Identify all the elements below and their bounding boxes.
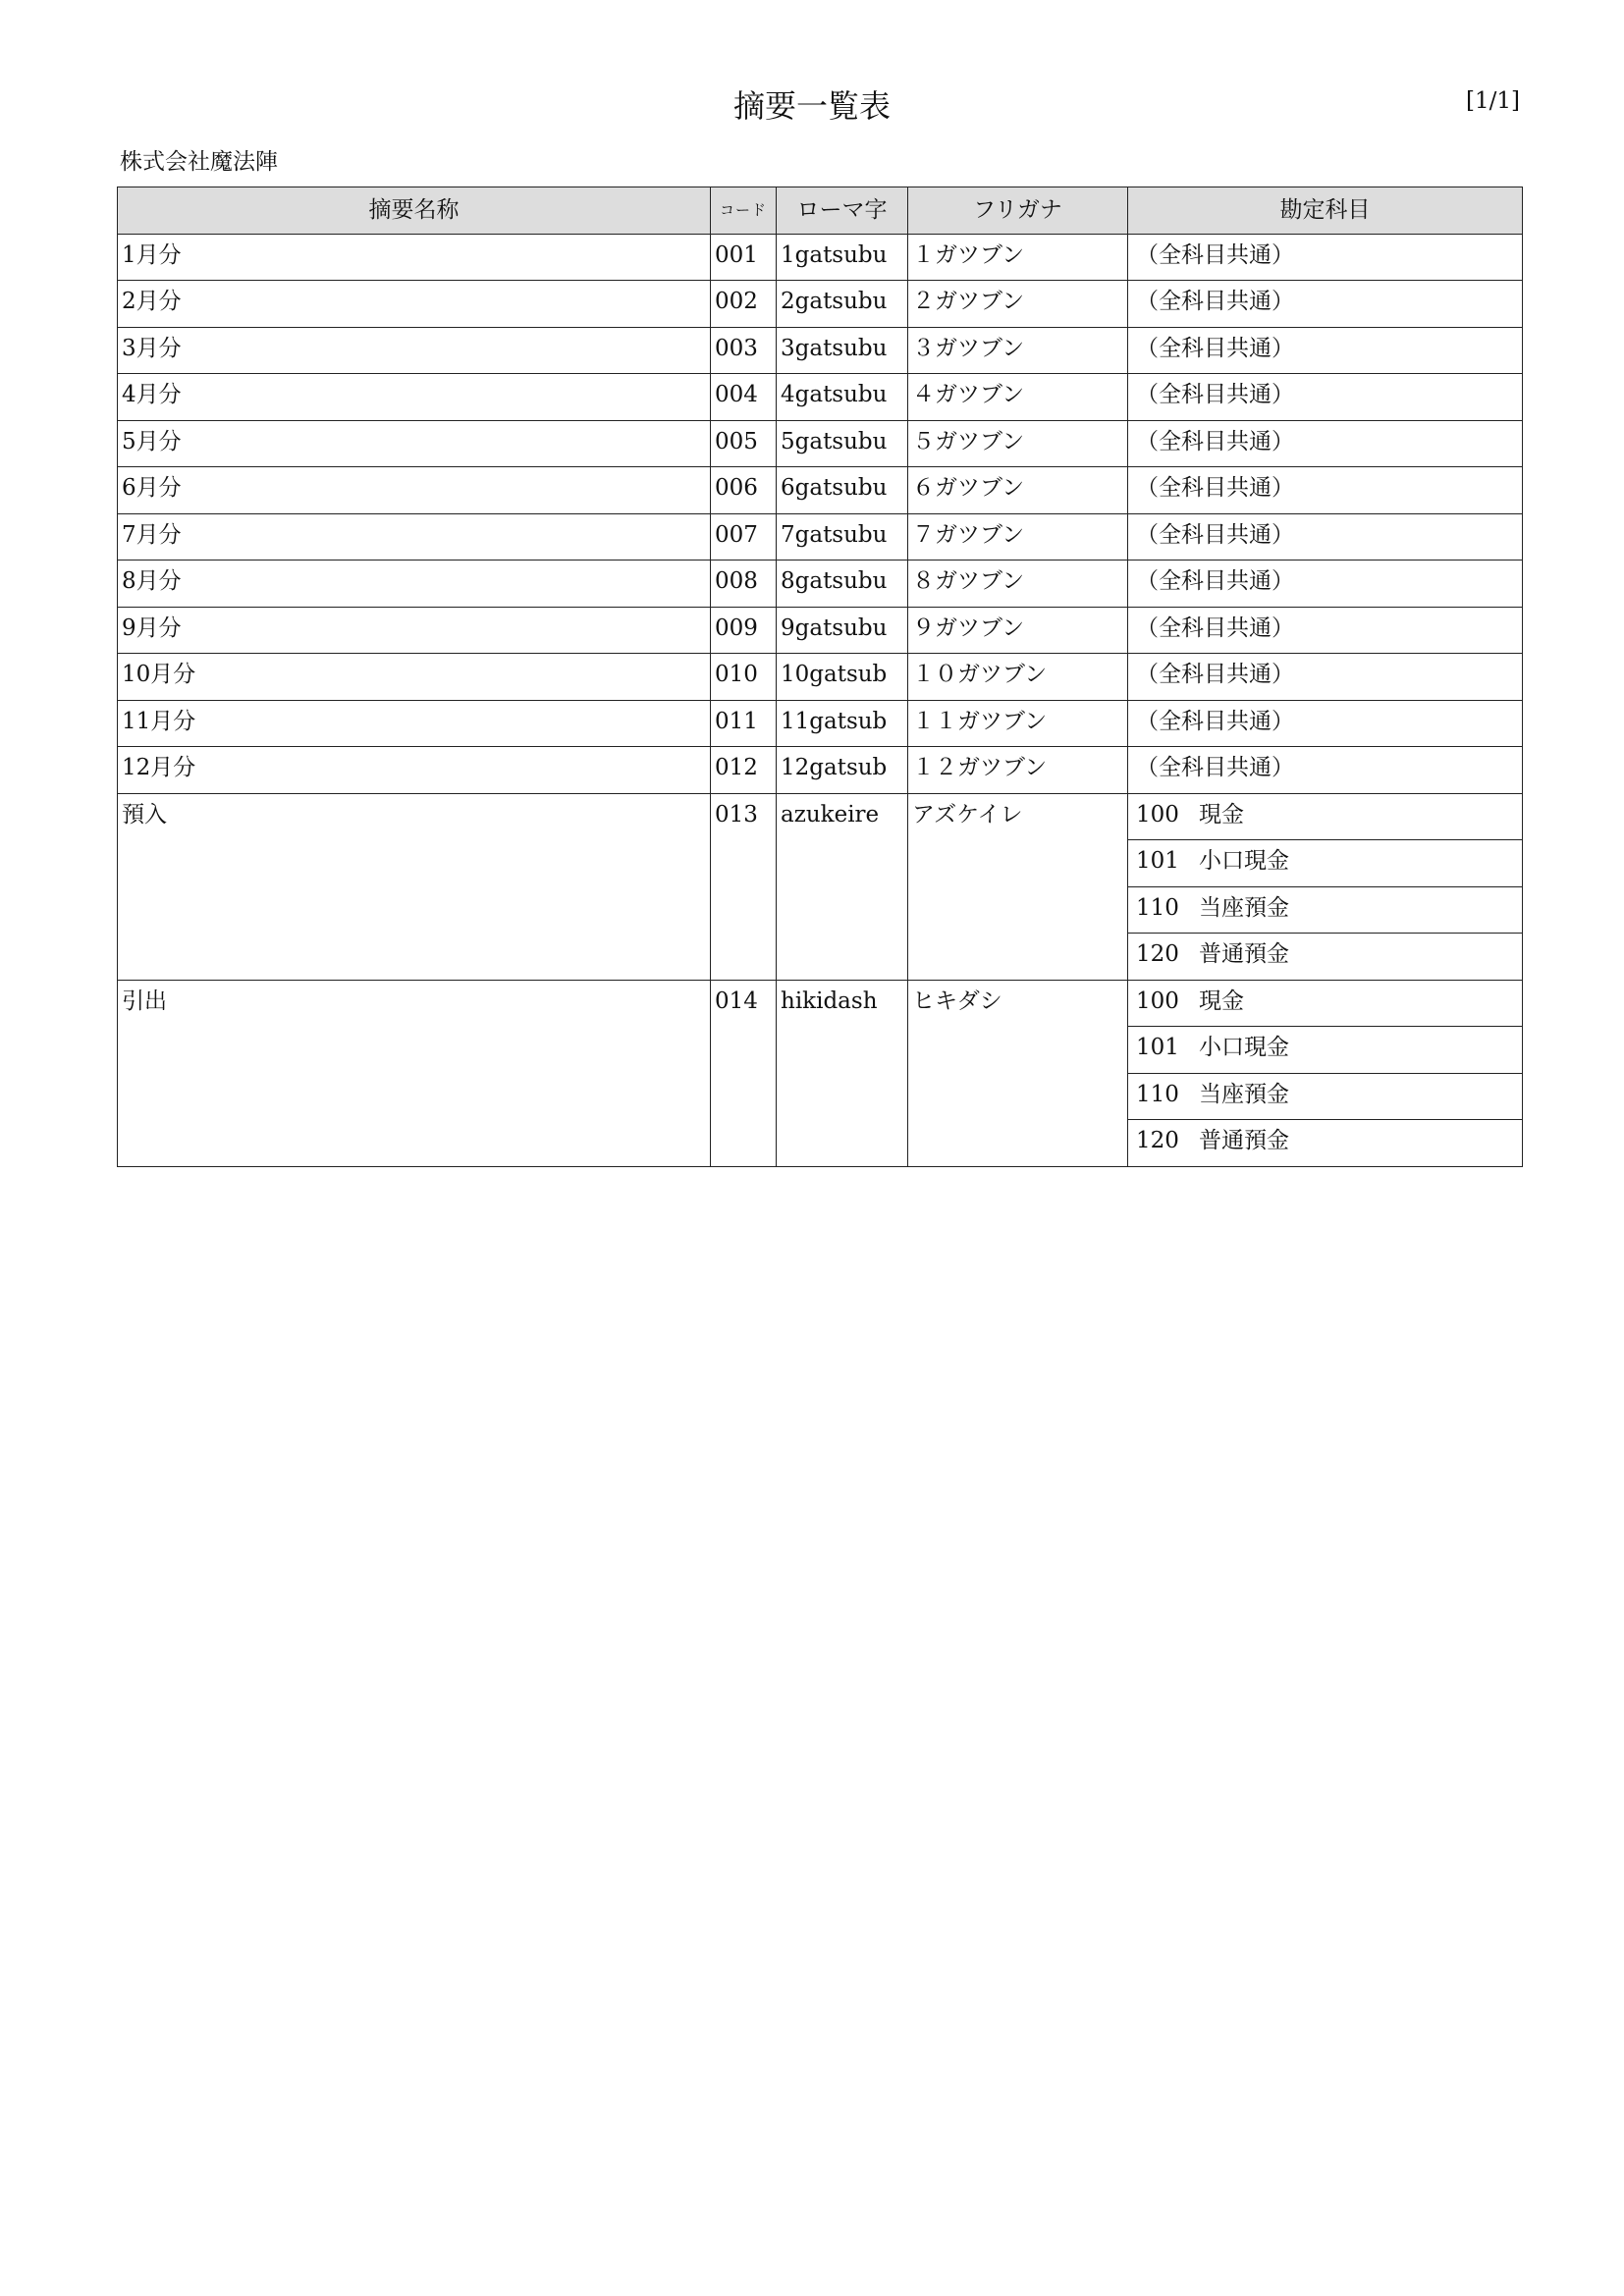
account-cell (1128, 1027, 1523, 1074)
summary-code-cell: 006 (711, 467, 777, 514)
summary-name-cell: 2月分 (118, 281, 711, 328)
account-label: （全科目共通） (1136, 475, 1294, 501)
summary-name-cell: 5月分 (118, 420, 711, 467)
col-header-name: 摘要名称 (118, 187, 711, 235)
account-code: 101 (1136, 1035, 1179, 1060)
account-cell (1128, 886, 1523, 934)
summary-romaji-cell: 6gatsubu (777, 467, 908, 514)
summary-name-cell: 11月分 (118, 700, 711, 747)
summary-name-cell: 10月分 (118, 654, 711, 701)
summary-name-cell: 6月分 (118, 467, 711, 514)
summary-name-cell: 引出 (118, 980, 711, 1166)
account-label: 普通預金 (1199, 941, 1289, 967)
col-header-code: コード (711, 187, 777, 235)
account-label: 当座預金 (1199, 1081, 1289, 1107)
document-title: 摘要一覧表 (732, 87, 891, 125)
account-cell (1128, 1073, 1523, 1120)
account-code: 110 (1136, 894, 1179, 921)
account-cell (1128, 420, 1523, 467)
account-label: （全科目共通） (1136, 662, 1294, 687)
account-cell (1128, 1120, 1523, 1167)
summary-furigana-cell: ８ガツブン (908, 561, 1128, 608)
table-row (118, 747, 1523, 794)
summary-romaji-cell: azukeire (777, 793, 908, 980)
summary-code-cell: 012 (711, 747, 777, 794)
summary-code-cell: 010 (711, 654, 777, 701)
summary-furigana-cell: ２ガツブン (908, 281, 1128, 328)
summary-name-cell: 4月分 (118, 374, 711, 421)
account-code: 101 (1136, 848, 1179, 874)
summary-code-cell: 003 (711, 327, 777, 374)
summary-furigana-cell: ９ガツブン (908, 607, 1128, 654)
summary-romaji-cell: 11gatsub (777, 700, 908, 747)
account-label: （全科目共通） (1136, 289, 1294, 314)
summary-name-cell: 1月分 (118, 234, 711, 281)
summary-name-cell: 3月分 (118, 327, 711, 374)
account-label: （全科目共通） (1136, 568, 1294, 594)
summary-name-cell: 7月分 (118, 513, 711, 561)
table-row (118, 513, 1523, 561)
summary-romaji-cell: 8gatsubu (777, 561, 908, 608)
summary-romaji-cell: 3gatsubu (777, 327, 908, 374)
summary-code-cell: 002 (711, 281, 777, 328)
col-header-romaji: ローマ字 (777, 187, 908, 235)
summary-romaji-cell: 1gatsubu (777, 234, 908, 281)
summary-furigana-cell: ７ガツブン (908, 513, 1128, 561)
account-label: （全科目共通） (1136, 335, 1294, 361)
account-cell (1128, 747, 1523, 794)
summary-code-cell: 011 (711, 700, 777, 747)
summary-code-cell: 008 (711, 561, 777, 608)
col-header-account: 勘定科目 (1128, 187, 1523, 235)
summary-romaji-cell: 4gatsubu (777, 374, 908, 421)
summary-name-cell: 9月分 (118, 607, 711, 654)
table-row (118, 281, 1523, 328)
summary-furigana-cell: １ガツブン (908, 234, 1128, 281)
summary-code-cell: 009 (711, 607, 777, 654)
table-row (118, 561, 1523, 608)
account-label: 現金 (1199, 801, 1244, 828)
summary-romaji-cell: 12gatsub (777, 747, 908, 794)
account-code: 100 (1136, 801, 1179, 828)
table-row (118, 654, 1523, 701)
table-row (118, 793, 1523, 840)
summary-furigana-cell: ６ガツブン (908, 467, 1128, 514)
account-code: 120 (1136, 1128, 1179, 1153)
summary-furigana-cell: ３ガツブン (908, 327, 1128, 374)
account-cell (1128, 281, 1523, 328)
account-cell (1128, 234, 1523, 281)
summary-romaji-cell: 2gatsubu (777, 281, 908, 328)
table-row (118, 980, 1523, 1027)
summary-table (117, 187, 1523, 1167)
summary-furigana-cell: ５ガツブン (908, 420, 1128, 467)
account-cell (1128, 327, 1523, 374)
summary-furigana-cell: １２ガツブン (908, 747, 1128, 794)
col-header-furigana: フリガナ (908, 187, 1128, 235)
account-code: 120 (1136, 941, 1179, 967)
account-label: （全科目共通） (1136, 708, 1294, 734)
account-label: 当座預金 (1199, 894, 1289, 921)
page-number: [1/1] (1466, 88, 1520, 114)
summary-romaji-cell: 7gatsubu (777, 513, 908, 561)
summary-romaji-cell: hikidash (777, 980, 908, 1166)
account-cell (1128, 840, 1523, 887)
summary-romaji-cell: 9gatsubu (777, 607, 908, 654)
account-cell (1128, 700, 1523, 747)
summary-code-cell: 007 (711, 513, 777, 561)
account-cell (1128, 934, 1523, 981)
account-code: 100 (1136, 988, 1179, 1014)
account-cell (1128, 561, 1523, 608)
account-label: 小口現金 (1199, 848, 1289, 874)
account-cell (1128, 374, 1523, 421)
account-cell (1128, 793, 1523, 840)
summary-romaji-cell: 10gatsub (777, 654, 908, 701)
summary-furigana-cell: ４ガツブン (908, 374, 1128, 421)
table-row (118, 700, 1523, 747)
summary-code-cell: 004 (711, 374, 777, 421)
account-cell (1128, 654, 1523, 701)
account-cell (1128, 467, 1523, 514)
summary-name-cell: 預入 (118, 793, 711, 980)
account-label: （全科目共通） (1136, 755, 1294, 780)
summary-furigana-cell: １１ガツブン (908, 700, 1128, 747)
summary-code-cell: 005 (711, 420, 777, 467)
summary-name-cell: 12月分 (118, 747, 711, 794)
account-label: 小口現金 (1199, 1035, 1289, 1060)
account-cell (1128, 513, 1523, 561)
table-row (118, 327, 1523, 374)
account-cell (1128, 607, 1523, 654)
account-label: （全科目共通） (1136, 241, 1294, 268)
account-label: （全科目共通） (1136, 428, 1294, 454)
account-label: （全科目共通） (1136, 382, 1294, 407)
account-cell (1128, 980, 1523, 1027)
account-label: 普通預金 (1199, 1128, 1289, 1153)
header-row (118, 187, 1523, 235)
table-row (118, 420, 1523, 467)
account-code: 110 (1136, 1081, 1179, 1107)
summary-furigana-cell: ヒキダシ (908, 980, 1128, 1166)
table-row (118, 234, 1523, 281)
summary-code-cell: 001 (711, 234, 777, 281)
account-label: 現金 (1199, 988, 1244, 1014)
table-row (118, 374, 1523, 421)
summary-code-cell: 013 (711, 793, 777, 980)
table-body (118, 234, 1523, 1166)
account-label: （全科目共通） (1136, 614, 1294, 641)
summary-furigana-cell: アズケイレ (908, 793, 1128, 980)
summary-furigana-cell: １０ガツブン (908, 654, 1128, 701)
table-row (118, 467, 1523, 514)
table-header (118, 187, 1523, 235)
account-label: （全科目共通） (1136, 521, 1294, 548)
company-name: 株式会社魔法陣 (120, 149, 278, 175)
summary-name-cell: 8月分 (118, 561, 711, 608)
summary-romaji-cell: 5gatsubu (777, 420, 908, 467)
summary-code-cell: 014 (711, 980, 777, 1166)
table-row (118, 607, 1523, 654)
